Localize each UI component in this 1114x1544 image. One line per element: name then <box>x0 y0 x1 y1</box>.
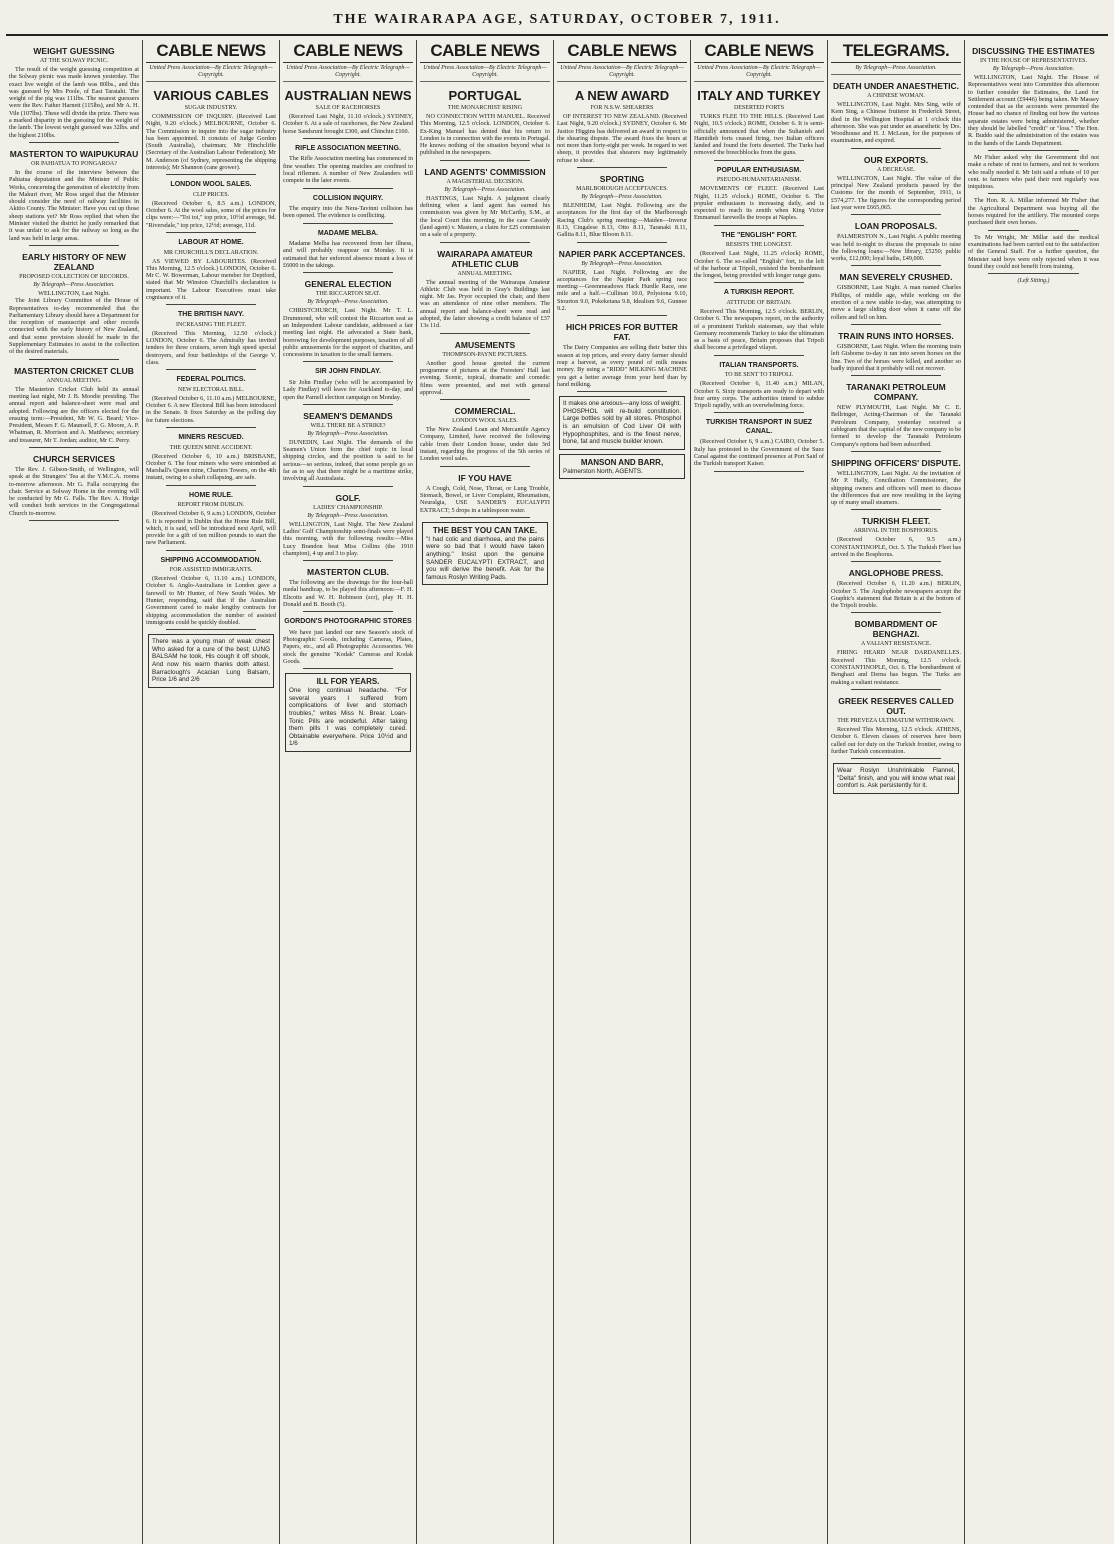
advertisement <box>422 522 548 586</box>
article-body: WELLINGTON, Last Night. The House of Representatives went into Committee this afternoon to further consider the Estimates, the Land for Settlement account (£9446) being taken. Mr Massey contended that as the accounts were presented the House had no chance of finding out how the various separate estates were being administered, whether they should be labelled "credit" or "loss." The Hon. R. Buddo said the administration of the estates was in the hands of the Lands Department. <box>968 74 1099 147</box>
article-body: BLENHEIM, Last Night. Following are the acceptances for the first day of the Marlborough Racing Club's spring meeting:—Maiden—Inverur 8.13, Cingalese 8.13, Otto 8.11, Taranaki 8.11, Gallita 8.11, Blue Bloom 8.11. <box>557 202 687 239</box>
article-headline: LAND AGENTS' COMMISSION <box>424 166 546 177</box>
column-byline: By Telegraph—Press Association. <box>831 65 961 75</box>
article-body: The Rifle Association meeting has commenced in fine weather. The opening matches are confined to local riflemen. A number of New Zealanders will compete in the later events. <box>283 155 413 185</box>
article-subheadline: CLIP PRICES. <box>192 191 230 198</box>
ad-title: ILL FOR YEARS. <box>316 677 380 687</box>
article-subheadline: IN THE HOUSE OF REPRESENTATIVES. <box>980 58 1087 64</box>
article-subheadline: LADIES' CHAMPIONSHIP. <box>313 504 383 511</box>
article-subheadline: PSEUDO-HUMANITARIANISM. <box>716 177 802 184</box>
divider-rule <box>440 333 530 334</box>
article-byline: By Telegraph—Press Association. <box>444 186 526 193</box>
divider-rule <box>29 245 119 246</box>
divider-rule <box>303 138 393 139</box>
article-headline: LONDON WOOL SALES. <box>170 181 252 189</box>
article <box>557 322 687 388</box>
ad-text: Palmerston North, AGENTS. <box>563 467 643 475</box>
article <box>283 493 413 557</box>
article-subheadline: OR PAHIATUA TO PONGAROA? <box>31 160 117 167</box>
divider-rule <box>303 272 393 273</box>
article-headline: POPULAR ENTHUSIASM. <box>716 166 802 174</box>
article-headline: A TURKISH REPORT. <box>723 289 795 297</box>
divider-rule <box>851 509 941 510</box>
article-subheadline: FOR ASSISTED IMMIGRANTS. <box>169 567 253 574</box>
divider-rule <box>851 689 941 690</box>
article-subheadline: THE QUEEN MINE ACCIDENT. <box>169 444 253 451</box>
article-headline: FEDERAL POLITICS. <box>176 376 246 384</box>
article <box>283 618 413 665</box>
ad-text: Wear Roslyn Unshrinkable Flannel, "Delta" finish, and you will know what real comfort is. Ask persistently for it. <box>837 767 955 790</box>
article-subheadline: ATTITUDE OF BRITAIN. <box>726 299 792 306</box>
article-subheadline: MARLBOROUGH ACCEPTANCES. <box>576 186 668 193</box>
article <box>694 289 824 351</box>
divider-rule <box>851 214 941 215</box>
article-body: NAPIER, Last Night. Following are the acceptances for the Napier Park spring race meeting:—Greenmeadows Hack Hurdle Race, one mile and a half.—Cullinan 10.0, Polysiona 9.10, Stourton 9.0, Pokeketana 9.8, Idealism 9.6, Gunnee 9.2. <box>557 268 687 313</box>
article-body: The New Zealand Loan and Mercantile Agency Company, Limited, have received the following cable from their London house, under date 3rd instant, regarding the progress of the 5th series of London wool sales. <box>420 426 550 463</box>
divider-rule <box>303 188 393 189</box>
article <box>283 230 413 270</box>
article <box>9 149 139 242</box>
article-body: The enquiry into the Nera-Tavinni collision has been opened. The evidence is conflicting. <box>283 205 413 220</box>
divider-rule <box>714 412 804 413</box>
article-body: (Received This Morning, 12.50 o'clock.) LONDON, October 6. The Admiralty has invited tenders for three cruisers, seven high speed special destroyers, and four battleships of the George V. class. <box>146 329 276 367</box>
article-body: Another good house greeted the current programme of pictures at the Foresters' Hall last evening. Scenic, topical, dramatic and comedic films were presented, and met with general approval. <box>420 359 550 396</box>
article-headline: DEATH UNDER ANAESTHETIC. <box>832 81 960 91</box>
article-headline: SEAMEN'S DEMANDS <box>303 410 393 421</box>
article-headline: MASTERTON CLUB. <box>306 567 389 578</box>
article-byline: By Telegraph—Press Association. <box>581 260 663 267</box>
article-subheadline: ANNUAL MEETING. <box>46 377 102 384</box>
divider-rule <box>166 485 256 486</box>
article <box>557 88 687 164</box>
article <box>831 81 961 145</box>
article-body: WELLINGTON, Last Night. Mrs Sing, wife of Kem Sing, a Chinese fruiterer in Frederick Street, died in the Wellington Hospital at 1 o'clock this afternoon. She was put under an anaesthetic by Drs. Woodhouse and H. J. McLean, for the purposes of examination, and expired. <box>831 101 961 145</box>
article <box>9 46 139 139</box>
article-body: To Mr Wright, Mr Millar said the medical examinations had been carried out to the satisfaction of the General Staff. For a further question, the Minister said boys were only rejected when it was found they could not benefit from training. <box>968 233 1099 270</box>
divider-rule <box>440 466 530 467</box>
column-byline: United Press Association—By Electric Telegraph—Copyright. <box>283 65 413 82</box>
article-subheadline: AT THE SOLWAY PICNIC. <box>39 58 109 64</box>
article-body: FIRING HEARD NEAR DARDANELLES. Received This Morning, 12.5 o'clock. CONSTANTINOPLE, Oct. 6. The bombardment of Benghazi and Derna has begun. The Turks are making a valiant resistance. <box>831 649 961 686</box>
article-subheadline: PROPOSED COLLECTION OF RECORDS. <box>19 273 129 280</box>
column-byline: United Press Association—By Electric Telegraph—Copyright. <box>146 65 276 82</box>
divider-rule <box>440 517 530 518</box>
article-body: GISBORNE, Last Night. When the morning train left Gisborne to-day it ran into seven horses on the line. Two of the horses were killed, and another so badly injured that it probably will not recover. <box>831 342 961 372</box>
article-body: The following are the drawings for the four-ball medal handicap, to be played this afternoon:—F. H. Eltcotts and W. H. Robinson (scr), play H. H. Donald and B. Booth (5). <box>283 579 413 608</box>
article <box>283 145 413 185</box>
article <box>831 382 961 448</box>
masthead: THE WAIRARAPA AGE, SATURDAY, OCTOBER 7, 1911. <box>6 0 1108 36</box>
article-body: The Joint Library Committee of the House of Representatives to-day recommended that the Parliamentary Library should have a Department for the reception of manuscript and other records connected with the early history of New Zealand, and that some provision should be made in the Supplementary Estimates to assist in the collection of the desired materials. <box>9 297 139 356</box>
column-4 <box>417 40 554 1544</box>
divider-rule <box>577 167 667 168</box>
divider-rule <box>440 242 530 243</box>
article-headline: HICH PRICES FOR BUTTER FAT. <box>566 322 678 343</box>
column-banner: CABLE NEWS <box>283 40 413 63</box>
article-headline: COLLISION INQUIRY. <box>312 194 384 202</box>
article-subheadline: INCREASING THE FLEET. <box>176 321 246 328</box>
divider-rule <box>851 451 941 452</box>
article-body: (Received October 6, 11.10 a.m.) MELBOURNE, October 6. A new Electoral Bill has been introduced in the Senate. It fixes Saturday as the polling day for future elections. <box>146 394 276 424</box>
article-headline: AUSTRALIAN NEWS <box>284 88 412 103</box>
article <box>694 362 824 410</box>
article-headline: OUR EXPORTS. <box>863 154 929 165</box>
article-subheadline: THOMPSON-PAYNE PICTURES. <box>442 351 528 358</box>
divider-rule <box>166 369 256 370</box>
article-subheadline: RESISTS THE LONGEST. <box>725 242 793 249</box>
article-body: The Rev. J. Gibson-Smith, of Wellington, will speak at the Strangers' Tea at the Y.M.C.A. rooms to-morrow afternoon. Mr G. Falla occupying the chair. Service at Solway Home in the evening will be conducted by Mr G. Falls. The Rev. A. Hodge will conduct both services in the Congregational Church to-morrow. <box>9 465 139 517</box>
article <box>283 195 413 220</box>
divider-rule <box>303 668 393 669</box>
article-body: TURKS FLEE TO THE HILLS. (Received Last Night, 10.5 o'clock.) ROME, October 6. It is semi-officially announced that when the Sultanieh and Hamidieh forts ceased firing, two Italian officers landed and found the forts deserted. The Turks had removed the breechblocks from the guns. <box>694 113 824 157</box>
article <box>557 174 687 238</box>
article-headline: MAN SEVERELY CRUSHED. <box>839 272 953 283</box>
divider-rule <box>851 758 941 759</box>
article-headline: SHIPPING OFFICERS' DISPUTE. <box>831 457 961 468</box>
article-headline: PORTUGAL <box>448 88 522 103</box>
divider-rule <box>166 304 256 305</box>
article <box>557 249 687 313</box>
divider-rule <box>714 225 804 226</box>
column-5 <box>554 40 691 1544</box>
article-body: Madame Melba has recovered from her illness, and will probably reappear on Monday. It is estimated that her enforced absence meant a loss of £6000 in the takings. <box>283 240 413 270</box>
article <box>420 473 550 514</box>
article <box>283 279 413 358</box>
article-headline: RIFLE ASSOCIATION MEETING. <box>295 144 401 152</box>
column-3 <box>280 40 417 1544</box>
article-headline: THE "ENGLISH" FORT. <box>721 231 797 239</box>
divider-rule <box>166 550 256 551</box>
article-headline: AMUSEMENTS <box>454 339 516 350</box>
article-headline: BOMBARDMENT OF BENGHAZI. <box>854 619 938 640</box>
article <box>146 239 276 301</box>
divider-rule <box>29 447 119 448</box>
article-headline: MADAME MELBA. <box>317 229 379 237</box>
article-headline: TURKISH FLEET. <box>861 516 931 527</box>
divider-rule <box>988 150 1079 151</box>
article-body: (Received October 6, 11.10 a.m.) LONDON, October 6. Anglo-Australians in London gave a farewell to Mr Hunter, of New South Wales. Mr Hunter, responding, said that if the Australian Government cared to make lengthy contracts for shipping accommodation the number of assisted immigrants could be quickly doubled. <box>146 575 276 626</box>
article <box>420 167 550 239</box>
article <box>9 252 139 356</box>
article <box>420 88 550 157</box>
article <box>283 88 413 135</box>
article-headline: HOME RULE. <box>189 491 233 499</box>
ad-text: One long continual headache. "For several years I suffered from complications of liver and stomach troubles," writes Miss N. Brear. Loan-Tonic Pills are wonderful. After taking them pills I was completely cured. Obtainable everywhere. Price 10½d and 1/6 <box>289 687 407 748</box>
article <box>968 46 1099 147</box>
article <box>146 376 276 424</box>
article-subheadline: DESERTED FORTS <box>733 105 785 111</box>
article-body: (Received October 6, 9.5 a.m.) CONSTANTINOPLE, Oct. 5. The Turkish Fleet has arrived in the Bosphorus. <box>831 536 961 558</box>
article-headline: LABOUR AT HOME. <box>178 239 244 247</box>
divider-rule <box>303 611 393 612</box>
article <box>146 492 276 547</box>
column-1 <box>6 40 143 1544</box>
article-headline: COMMERCIAL. <box>454 406 516 417</box>
article-headline: THE BRITISH NAVY. <box>178 311 244 319</box>
article-headline: GENERAL ELECTION <box>304 279 392 290</box>
article-headline: A NEW AWARD <box>574 88 670 103</box>
column-byline: United Press Association—By Electric Telegraph—Copyright. <box>694 65 824 82</box>
article <box>968 234 1099 270</box>
column-6 <box>691 40 828 1544</box>
article <box>831 696 961 755</box>
column-2 <box>143 40 280 1544</box>
article-headline: NAPIER PARK ACCEPTANCES. <box>558 248 686 259</box>
article-headline: GOLF. <box>335 492 361 503</box>
ad-text: It makes one anxious—any loss of weight. PHOSPHOL will re-build constitution. Large bottles sold by all stores. Phosphol is an emulsion of Cod Liver Oil with Hypophosphites, and is the finest nerve, bone, fat and muscle builder known. <box>563 400 681 446</box>
article-subheadline: A MAGISTERIAL DECISION. <box>446 178 524 185</box>
article <box>694 419 824 467</box>
article-byline: By Telegraph—Press Association. <box>307 299 389 306</box>
article-subheadline: FOR N.S.W. SHEARERS <box>590 105 654 111</box>
article-subheadline: WILL THERE BE A STRIKE? <box>310 422 386 429</box>
divider-rule <box>577 242 667 243</box>
article-subheadline: A CHINESE WOMAN. <box>867 93 925 99</box>
column-banner: TELEGRAMS. <box>831 40 961 63</box>
article-byline: By Telegraph—Press Association. <box>307 512 389 519</box>
article <box>9 366 139 444</box>
article-body: (Received October 6, 11.20 a.m.) BERLIN, October 5. The Anglophobe newspapers accept the Graphic's statement that Britain is at the bottom of the Tripoli trouble. <box>831 580 961 610</box>
column-banner: CABLE NEWS <box>694 40 824 63</box>
article-subheadline: REPORT FROM DUBLIN. <box>177 502 245 509</box>
article-body: We have just landed our new Season's stock of Photographic Goods, including Cameras, Plates, Papers, etc., and all Photographic Accessories. We stock the genuine "Kodak" Cameras and Kodak Goods. <box>283 628 413 665</box>
article <box>831 516 961 558</box>
article-subheadline: MR CHURCHILL'S DECLARATION. <box>163 249 259 256</box>
article-body: Sir John Findlay (who will be accompanied by Lady Findlay) will leave for Auckland to-day, and open the Parnell election campaign on Monday. <box>283 378 413 401</box>
divider-rule <box>440 160 530 161</box>
ad-title: THE BEST YOU CAN TAKE. <box>432 525 538 535</box>
article-body: A Cough, Cold, Nose, Throat, or Lung Trouble, Stomach, Bowel, or Liver Complaint, Rheumatism, Neuralgia, USE SANDER'S EUCALYPTI EXTRACT; 5 drops in a tablespoon water. <box>420 484 550 514</box>
article-headline: TRAIN RUNS INTO HORSES. <box>838 330 954 341</box>
article <box>146 434 276 482</box>
article-subheadline: SUGAR INDUSTRY. <box>184 105 238 111</box>
article-body: WELLINGTON, Last Night. The New Zealand Ladies' Golf Championship semi-finals were played this morning, with the following results:—Miss Lucy Brandon beat Miss Collins (the 1910 champion), 4 up and 3 to play. <box>283 520 413 557</box>
article-body: (Received October 6, 10 a.m.) BRISBANE, October 6. The four miners who were entombed at Marshall's Queen mine, Charters Towers, on the 4th instant, owing to a shaft collapsing, are safe. <box>146 452 276 482</box>
article-body: NEW PLYMOUTH, Last Night. Mr C. E. Bellringer, Acting-Chairman of the Taranaki Petroleum Company, yesterday received a cablegram that the capital of the new company to be formed to develop the Taranaki Petroleum Company's options had been subscribed. <box>831 404 961 448</box>
advertisement <box>285 673 411 752</box>
column-7 <box>828 40 965 1544</box>
column-byline: United Press Association—By Electric Telegraph—Copyright. <box>420 65 550 82</box>
divider-rule <box>851 375 941 376</box>
divider-rule <box>988 193 1079 194</box>
divider-rule <box>714 471 804 472</box>
article-body: AS VIEWED BY LABOURITES. (Received This Morning, 12.5 o'clock.) LONDON, October 6. Mr C. W. Bowerman, Labour member for Deptford, stated that Mr Winston Churchill's declaration is important. The Labour Executives must take cognisance of it. <box>146 257 276 302</box>
article-subheadline: THE PREVEZA ULTIMATUM WITHDRAWN. <box>837 717 955 724</box>
article <box>831 458 961 506</box>
article-subheadline: ANNUAL MEETING. <box>457 270 513 277</box>
divider-rule <box>851 265 941 266</box>
article-body: The annual meeting of the Wairarapa Amateur Athletic Club was held in Gray's Buildings last night. Mr Jas. Pryor occupied the chair, and there was an attendance of nine other members. The annual report and balance-sheet were read and adopted, the latter showing a credit balance of £37 13s 11d. <box>420 278 550 330</box>
divider-rule <box>851 148 941 149</box>
article-headline: ITALIAN TRANSPORTS. <box>719 361 799 369</box>
article-body: (Received October 6, 9 a.m.) LONDON, October 6. It is reported in Dublin that the Home Rule Bill, which, it is said, will be introduced next April, will provide for a gift of ten million pounds to start the new Parliament. <box>146 510 276 547</box>
article-headline: WAIRARAPA AMATEUR ATHLETIC CLUB <box>437 248 533 269</box>
article-body: Mr Fisher asked why the Government did not make a rebate of rent to farmers, and not to workers who really needed it. Mr Isitt said a rebate of 10 per cent. to farmers who paid their rent regularly was iniquitous. <box>968 153 1099 191</box>
divider-rule <box>303 404 393 405</box>
article-byline: By Telegraph—Press Association. <box>307 430 389 437</box>
divider-rule <box>714 160 804 161</box>
divider-rule <box>577 391 667 392</box>
column-byline: United Press Association—By Electric Telegraph—Copyright. <box>557 65 687 82</box>
divider-rule <box>166 427 256 428</box>
article-body: DUNEDIN, Last Night. The demands of the Seamen's Union form the chief topic in local shipping circles, and the position is said to be serious—so serious, indeed, that some people go so far as to say that there might be a maritime strike, involving all Australasia. <box>283 438 413 483</box>
article-headline: CHURCH SERVICES <box>32 453 116 464</box>
article <box>420 340 550 396</box>
divider-rule <box>851 612 941 613</box>
article-headline: SPORTING <box>599 174 645 185</box>
article <box>831 619 961 685</box>
divider-rule <box>303 486 393 487</box>
article-dateline: WELLINGTON, Last Night. <box>38 289 110 297</box>
article <box>283 567 413 608</box>
column-banner: CABLE NEWS <box>557 40 687 63</box>
article-body: The result of the weight guessing competition at the Solway picnic was made known yesterday. The exact live weight of the lamb was 80lbs., and this was guessed by Mrs Poole, of East Taratahi. The weight of the pig was 111lbs. The nearest guessers were the Rev. Father Harnett (115lbs), and Mr A. H. Vile (107lbs). These will divide the prize. There was a marked disparity in the guessing for the weight of the lamb. The lowest weight guessed was 32lbs. and the highest 210lbs. <box>9 66 139 139</box>
article <box>831 155 961 211</box>
article-body: The Dairy Companies are selling their butter this season at top prices, and every dairy farmer should reap a harvest, as every pound of milk means money. By using a "RIDD" MILKING MACHINE you get a better average from your herd than by hand milking. <box>557 344 687 388</box>
article-body: CHRISTCHURCH, Last Night. Mr T. L. Drummond, who will contest the Riccarton seat as an Independent Labour candidate, addressed a fair meeting last night. He advocated a State bank, borrowing for development purposes, taxation of all public amusements for the support of charities, and concessions in taxation to the small farmers. <box>283 307 413 359</box>
article <box>831 568 961 609</box>
article-byline: By Telegraph—Press Association. <box>33 281 115 288</box>
advertisement <box>559 396 685 450</box>
article-body: MOVEMENTS OF FLEET. (Received Last Night, 11.25 o'clock.) ROME, October 6. The popular enthusiasm is increasing daily, and is expected to reach its zenith when King Victor Emmanuel farewells the troops at Naples. <box>694 185 824 222</box>
article-headline: ANGLOPHOBE PRESS. <box>848 568 944 579</box>
article <box>146 557 276 627</box>
columns-container <box>6 40 1108 1544</box>
article-body: COMMISSION OF INQUIRY. (Received Last Night, 9.20 o'clock.) MELBOURNE, October 6. The Commission to inquire into the sugar industry has been appointed. It consists of Judge Gordon (South Australia), chairman; Mr Hinchcliffe (Secretary of the Australian Labour Federation); Mr M. Anderson (of Sydney, representing the shipping interests); Mr Shannon (cane grower). <box>146 113 276 172</box>
article-subheadline: NEW ELECTORAL BILL. <box>177 386 245 393</box>
advertisement <box>833 763 959 794</box>
article-headline: SIR JOHN FINDLAY. <box>315 368 381 376</box>
article <box>968 197 1099 226</box>
article-subheadline: THE MONARCHIST RISING <box>447 105 523 111</box>
divider-rule <box>577 315 667 316</box>
ad-text: There was a young man of weak chest Who asked for a cure of the best; LUNG BALSAM he took, His cough it off shook, And now his warm thanks doth attest. Barraclough's Acacian Lung Balsam, Price 1/6 and 2/6 <box>152 638 270 684</box>
article-body: Received This Morning, 12.5 o'clock. BERLIN, October 6. The newspapers report, on the authority of a prominent Turkish statesman, say that while Germany recommends Turkey to take the ultimatum as a basis of peace, Britain proposes that Tripoli shall become a privileged vilayet. <box>694 307 824 352</box>
divider-rule <box>29 520 119 521</box>
article-headline: LOAN PROPOSALS. <box>854 221 938 232</box>
column-footer: (Left Sitting.) <box>1017 278 1050 285</box>
article-subheadline: THE RICCARTON SEAT. <box>315 291 381 298</box>
divider-rule <box>29 359 119 360</box>
ad-text: "I had colic and diarrhoea, and the pains were so bad that I would have taken anything." Insist upon the genuine SANDER EUCALYPTI EXTRACT, and you will derive the benefit. Ask for the famous Roslyn Writing Pads. <box>426 535 544 581</box>
article <box>694 232 824 280</box>
article-body: OF INTEREST TO NEW ZEALAND. (Received Last Night, 9.20 o'clock.) SYDNEY, October 6. Mr Justice Higgins has delivered an award in respect to the shearing dispute. The award fixes the hours at not more than forty-eight per week. In regard to wet sheep, it provides that shearers may legitimately refuse to shear. <box>557 113 687 164</box>
article-body: (Received Last Night, 11.25 o'clock) ROME, October 6. The so-called "English" fort, to the left of the harbour at Tripoli, resisted the bombardment the longest, being provided with longer range guns. <box>694 250 824 280</box>
divider-rule <box>440 399 530 400</box>
article-body: The Masterton Cricket Club held its annual meeting last night, Mr J. B. Moodie presiding. The annual report and balance-sheet were read and adopted. Following are the officers elected for the ensuing term:—President, Mr W. G. Beard; Vice-President, Messrs F. G. Maunsell, F. G. Moore, A. P. Whatman, R. Morrison and A. Matthews; secretary and treasurer, Mr T. Jordan; auditor, Mr C. Perry. <box>9 385 139 444</box>
article-subheadline: A DECREASE. <box>876 166 915 173</box>
article-headline: IF YOU HAVE <box>458 472 512 483</box>
article <box>283 411 413 483</box>
article <box>420 249 550 330</box>
article <box>831 272 961 320</box>
divider-rule <box>166 629 256 630</box>
divider-rule <box>166 174 256 175</box>
article-body: (Received October 6, 11.40 a.m.) MILAN, October 6. Sixty transports are ready to depart with four army corps. The authorities intend to subdue Tripoli rapidly, with an overwhelming force. <box>694 380 824 410</box>
article-byline: By Telegraph—Press Association. <box>992 66 1075 72</box>
article-body: Received This Morning, 12.5 o'clock. ATHENS, October 6. Eleven classes of reserves have been called out for duty on the Turkish frontier, owing to further Turkish concentration. <box>831 725 961 755</box>
article-body: PALMERSTON N., Last Night. A public meeting was held to-night to discuss the proposals to raise the following loans:—New library, £5250; public works, £12,000; loyal baths, £49,000. <box>831 233 961 263</box>
article <box>146 181 276 229</box>
divider-rule <box>303 361 393 362</box>
article-headline: TURKISH TRANSPORT IN SUEZ CANAL. <box>705 419 813 435</box>
article <box>146 88 276 171</box>
article-body: (Received October 6, 8.5 a.m.) LONDON, October 6. At the wool sales, some of the prices for clips were:—"Toi toi," top price, 10½d average, 9d. "Riversdale," top price, 12½d; average, 11d. <box>146 199 276 229</box>
article-subheadline: A VALIANT RESISTANCE. <box>860 641 932 648</box>
divider-rule <box>714 282 804 283</box>
article-body: WELLINGTON, Last Night. The value of the principal New Zealand products passed by the Customs for the month of September, 1911, is £574,277. The figures for the corresponding period last year were £665,065. <box>831 174 961 211</box>
divider-rule <box>988 230 1079 231</box>
column-banner: CABLE NEWS <box>146 40 276 63</box>
article-headline: MASTERTON TO WAIPUKURAU <box>9 148 139 159</box>
column-8 <box>965 40 1102 1544</box>
article-subheadline: ARRIVAL IN THE BOSPHORUS. <box>853 528 939 535</box>
column-banner: CABLE NEWS <box>420 40 550 63</box>
article-body: (Received Last Night, 11.10 o'clock.) SYDNEY, October 6. At a sale of racehorses, the New Zealand horse Sandsrunt brought £300, and Chinchin £160. <box>283 113 413 135</box>
article <box>831 221 961 262</box>
divider-rule <box>303 560 393 561</box>
article-body: The Hon. R. A. Millar informed Mr Fisher that the Agricultural Department was buying all the horses required for the artillery. The mounted corps purchased their own horses. <box>968 197 1099 227</box>
article <box>9 454 139 517</box>
divider-rule <box>988 273 1079 274</box>
ad-title: MANSON AND BARR, <box>580 457 664 467</box>
advertisement <box>148 634 274 688</box>
article <box>283 368 413 400</box>
divider-rule <box>851 324 941 325</box>
article-headline: EARLY HISTORY OF NEW ZEALAND <box>22 251 126 272</box>
divider-rule <box>303 223 393 224</box>
article-headline: VARIOUS CABLES <box>153 88 269 103</box>
article <box>146 311 276 366</box>
article-headline: MINERS RESCUED. <box>178 434 244 442</box>
article-headline: TARANAKI PETROLEUM COMPANY. <box>846 382 946 403</box>
article <box>831 331 961 372</box>
divider-rule <box>851 561 941 562</box>
article-byline: By Telegraph—Press Association. <box>581 194 663 201</box>
divider-rule <box>714 355 804 356</box>
article-subheadline: LONDON WOOL SALES. <box>452 418 518 425</box>
article-subheadline: TO BE SENT TO TRIPOLI. <box>724 372 794 379</box>
advertisement <box>559 454 685 480</box>
article-subheadline: SALE OF RACEHORSES <box>315 105 381 111</box>
article <box>694 167 824 222</box>
article-body: GISBORNE, Last Night. A man named Charles Phillips, of middle age, while working on the erection of a new stable to-day, was attempting to move a large sliding door when it came off the rollers and fell on him. <box>831 284 961 321</box>
article-headline: GREEK RESERVES CALLED OUT. <box>838 695 954 716</box>
article-headline: MASTERTON CRICKET CLUB <box>14 365 134 376</box>
article <box>968 154 1099 190</box>
article-headline: GORDON'S PHOTOGRAPHIC STORES <box>284 618 412 626</box>
article-body: HASTINGS, Last Night. A judgment clearly defining when a land agent has earned his commission was given by Mr McCarthy, S.M., at the local Court this morning, in the case Cassidy (land agent) v. Masters, a claim for £25 commission on a sale of a property. <box>420 194 550 239</box>
article-body: In the course of the interview between the Pahiatua deputation and the Minister of Public Works, concerning the generation of electricity from the Makuri river, Mr Ross urged that the Minister should consider the need of railway facilities in Akitio County. The Minister: Have you cut up those sheep stations yet? Mr Ross replied that when the Minister visited the district he justly remarked that it was unfair to ask for the railway so long as the land was held in large areas. <box>9 168 139 242</box>
article-headline: WEIGHT GUESSING <box>33 46 115 56</box>
article-headline: DISCUSSING THE ESTIMATES <box>972 46 1095 56</box>
article <box>694 88 824 157</box>
divider-rule <box>166 232 256 233</box>
article-headline: ITALY AND TURKEY <box>697 88 821 103</box>
article-headline: SHIPPING ACCOMMODATION. <box>160 556 262 564</box>
article-body: WELLINGTON, Last Night. At the invitation of Mr P. Hally, Conciliation Commissioner, the shipping owners and officers will meet to discuss the differences that are now resulting in the laying up of many small steamers. <box>831 469 961 507</box>
article <box>420 406 550 462</box>
divider-rule <box>29 142 119 143</box>
article-body: NO CONNECTION WITH MANUEL. Received This Morning, 12.5 o'clock. LONDON, October 6. Ex-King Manuel has denied that his return to London is in connection with the events in Portugal. He knows nothing of the situation beyond what is published in the newspapers. <box>420 113 550 157</box>
article-body: (Received October 6, 9 a.m.) CAIRO, October 5. Italy has protested to the Government of the Suez Canal against the continued presence at Port Said of the Turkish transport Kaiser. <box>694 438 824 468</box>
